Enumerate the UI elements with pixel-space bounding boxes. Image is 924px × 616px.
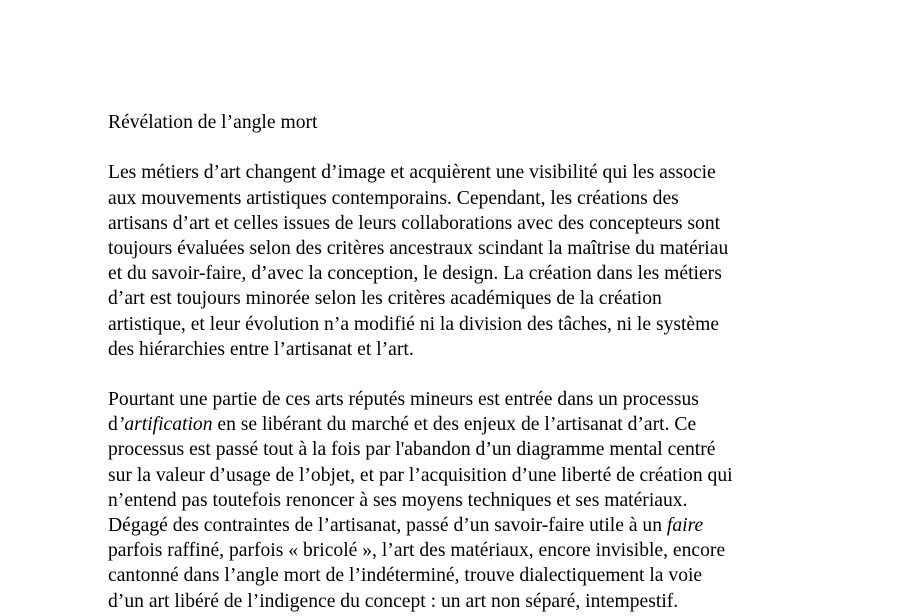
italic-term-artification: ’artification [117,414,213,436]
paragraph-line: Les métiers d’art changent d’image et acquièrent une visibilité qui les associe [108,162,716,184]
paragraph-line [108,412,908,437]
text-run: Dégagé des contraintes de l’artisanat, passé d’un savoir-faire utile à un [108,515,667,536]
paragraph-line: artisans d’art et celles issues de leurs collaborations avec des concepteurs sont [108,212,721,234]
paragraph-line: d’art est toujours minorée selon les critères académiques de la création [108,288,662,310]
document-body [108,110,908,614]
paragraph-line: toujours évaluées selon des critères ancestraux scindant la maîtrise du matériau [108,237,729,259]
paragraph-line: sur la valeur d’usage de l’objet, et par l’acquisition d’une liberté de création qui [108,464,733,486]
paragraph-line: n’entend pas toutefois renoncer à ses moyens techniques et ses matériaux. [108,489,688,511]
italic-term-faire: faire [666,515,704,536]
paragraph-2 [108,387,908,614]
paragraph-line: cantonné dans l’angle mort de l’indéterminé, trouve dialectiquement la voie [108,565,703,587]
blank-line [108,362,908,387]
section-title: Révélation de l’angle mort [108,112,318,133]
paragraph-line [108,513,908,538]
paragraph-line: d’un art libéré de l’indigence du concept : un art non séparé, intempestif. [108,590,679,612]
paragraph-line: des hiérarchies entre l’artisanat et l’art. [108,338,414,360]
paragraph-line: aux mouvements artistiques contemporains. Cependant, les créations des [108,187,679,209]
blank-line [108,135,908,160]
paragraph-1 [108,160,908,362]
paragraph-line: et du savoir-faire, d’avec la conception, le design. La création dans les métiers [108,263,722,285]
paragraph-line: parfois raffiné, parfois « bricolé », l’art des matériaux, encore invisible, encore [108,540,726,562]
text-run: en se libérant du marché et des enjeux de l’artisanat d’art. Ce [212,414,697,436]
paragraph-line: processus est passé tout à la fois par l'abandon d’un diagramme mental centré [108,439,716,461]
paragraph-line: Pourtant une partie de ces arts réputés mineurs est entrée dans un processus [108,389,699,411]
paragraph-line: artistique, et leur évolution n’a modifié ni la division des tâches, ni le système [108,313,720,335]
text-run: d [108,414,118,436]
